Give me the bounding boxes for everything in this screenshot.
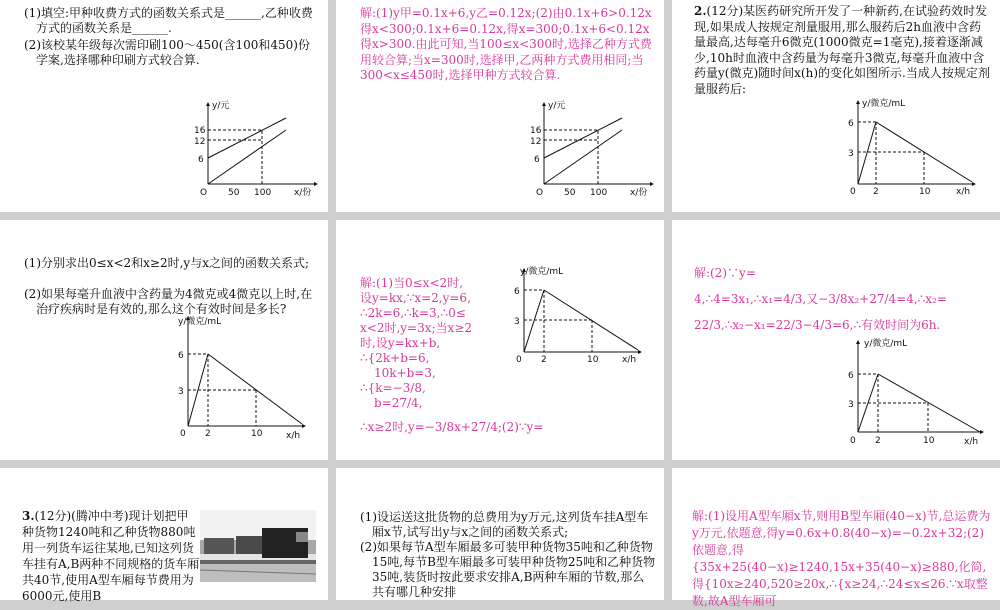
panel-1 (0, 0, 328, 212)
xtick: 2 (873, 187, 879, 197)
x-axis-label: x/h (956, 187, 971, 197)
xtick: 2 (875, 436, 881, 446)
ytick: 6 (178, 351, 184, 361)
x-axis-label: x/h (964, 437, 979, 447)
x-axis-label: x/h (286, 431, 301, 441)
xtick: 10 (587, 355, 599, 365)
ytick: 3 (848, 149, 854, 159)
problem-2-text: 2.(12分)某医药研究所开发了一种新药,在试验药效时发现,如果成人按规定剂量服用,那么服药后2h血液中含药量最高,达每毫升6微克(1000微克=1毫克),接着逐渐减少,10h时血液中含药量为每毫升3微克,每毫升血液中含药量y(微克)随时间x(h)的变化如图所示.当成人按规定剂量服药后: (694, 4, 990, 96)
drug-graph (170, 314, 310, 440)
x-axis-label: x/份 (630, 188, 648, 198)
x-axis-label: x/h (622, 355, 637, 365)
freight-train-photo (200, 510, 316, 582)
xtick: 2 (205, 429, 211, 439)
panel-2 (336, 0, 664, 212)
xtick: 50 (564, 188, 576, 198)
ytick: 6 (198, 155, 204, 165)
question-1: (1)设运送这批货物的总费用为y万元,这列货车挂A型车厢x节,试写出y与x之间的函数关系式; (360, 510, 649, 539)
solution-text: 解:(2)∵y= 4,∴4=3x₁,∴x₁=4/3,又−3/8x₂+27/4=4,∴x₂= 22/3,∴x₂−x₁=22/3−4/3=6,∴有效时间为6h. (694, 266, 947, 332)
panel-5 (336, 220, 664, 460)
drug-graph (506, 264, 646, 364)
xtick: 10 (251, 429, 263, 439)
y-axis-label: y/微克/mL (864, 339, 908, 349)
question-2: (2)如果每节A型车厢最多可装甲种货物35吨和乙种货物15吨,每节B型车厢最多可装甲种货物25吨和乙种货物35吨,装货时按此要求安排A,B两种车厢的节数,那么共有哪几种安排 (360, 540, 656, 599)
question-1: (1)填空:甲种收费方式的函数关系式是______,乙种收费方式的函数关系是______. (24, 6, 313, 35)
panel-6 (672, 220, 1000, 460)
xtick: 10 (923, 436, 935, 446)
question-1: (1)分别求出0≤x<2和x≥2时,y与x之间的函数关系式; (24, 256, 310, 270)
xtick: O (200, 188, 208, 198)
xtick: 100 (254, 188, 272, 198)
xtick: 50 (228, 188, 240, 198)
fee-graph (190, 100, 320, 196)
xtick: 0 (180, 429, 186, 439)
y-axis-label: y/元 (212, 101, 230, 111)
y-axis-label: y/元 (548, 101, 566, 111)
ytick: 3 (514, 317, 520, 327)
xtick: 0 (850, 436, 856, 446)
panel-4 (0, 220, 328, 460)
solution-part-1: 解:(1)当0≤x<2时, 设y=kx,∵x=2,y=6, ∴2k=6,∴k=3,∴0≤ x<2时,y=3x;当x≥2 时,设y=kx+b, ∴{2k+b=6, 10k+b=3, ∴{k=−3/8, b=27/4, (360, 276, 473, 410)
question-2: (2)如果每毫升血液中含药量为4微克或4微克以上时,在治疗疾病时是有效的,那么这个有效时间是多长? (24, 287, 313, 316)
xtick: 0 (516, 355, 522, 365)
ytick: 12 (194, 137, 206, 147)
fee-graph (526, 100, 656, 196)
ytick: 16 (530, 126, 542, 136)
x-axis-label: x/份 (294, 188, 312, 198)
ytick: 3 (848, 400, 854, 410)
panel-9 (672, 468, 1000, 608)
solution-text: 解:(1)设用A型车厢x节,则用B型车厢(40−x)节,总运费为y万元,依题意,得y=0.6x+0.8(40−x)=−0.2x+32;(2)依题意,得{35x+25(40−x)≥1240,15x+35(40−x)≥880,化简,得{10x≥240,520≥20x,∴{x≥24,∴24≤x≤26.∵x取整数,故A型车厢可 (692, 509, 991, 608)
problem-3-text: 3.(12分)(腾冲中考)现计划把甲种货物1240吨和乙种货物880吨用一列货车运往某地,已知这列货车挂有A,B两种不同规格的货车厢共40节,使用A型车厢每节费用为6000元,使用B (22, 509, 200, 603)
ytick: 3 (178, 387, 184, 397)
xtick: O (536, 188, 544, 198)
y-axis-label: y/微克/mL (862, 99, 906, 109)
panel-8 (336, 468, 664, 600)
panel-3 (672, 0, 1000, 212)
y-axis-label: y/微克/mL (520, 267, 564, 277)
xtick: 0 (850, 187, 856, 197)
y-axis-label: y/微克/mL (178, 317, 222, 327)
answer-text: 解:(1)y甲=0.1x+6,y乙=0.12x;(2)由0.1x+6>0.12x得x<300;0.1x+6=0.12x,得x=300;0.1x+6<0.12x得x>300.由此可知,当100≤x<300时,选择乙种方式费用较合算;当x=300时,选择甲,乙两种方式费用相同;当300<x≤450时,选择甲种方式较合算. (360, 6, 652, 82)
xtick: 10 (919, 187, 931, 197)
solution-part-2: ∴x≥2时,y=−3/8x+27/4;(2)∵y= (360, 420, 544, 434)
xtick: 100 (590, 188, 608, 198)
xtick: 2 (541, 355, 547, 365)
ytick: 16 (194, 126, 206, 136)
ytick: 6 (534, 155, 540, 165)
question-2: (2)该校某年级每次需印刷100～450(含100和450)份学案,选择哪种印刷方式较合算. (24, 38, 310, 67)
drug-graph (840, 336, 990, 446)
ytick: 12 (530, 137, 542, 147)
ytick: 6 (848, 371, 854, 381)
drug-graph (840, 96, 980, 196)
panel-7 (0, 468, 328, 603)
ytick: 6 (848, 119, 854, 129)
ytick: 6 (514, 287, 520, 297)
